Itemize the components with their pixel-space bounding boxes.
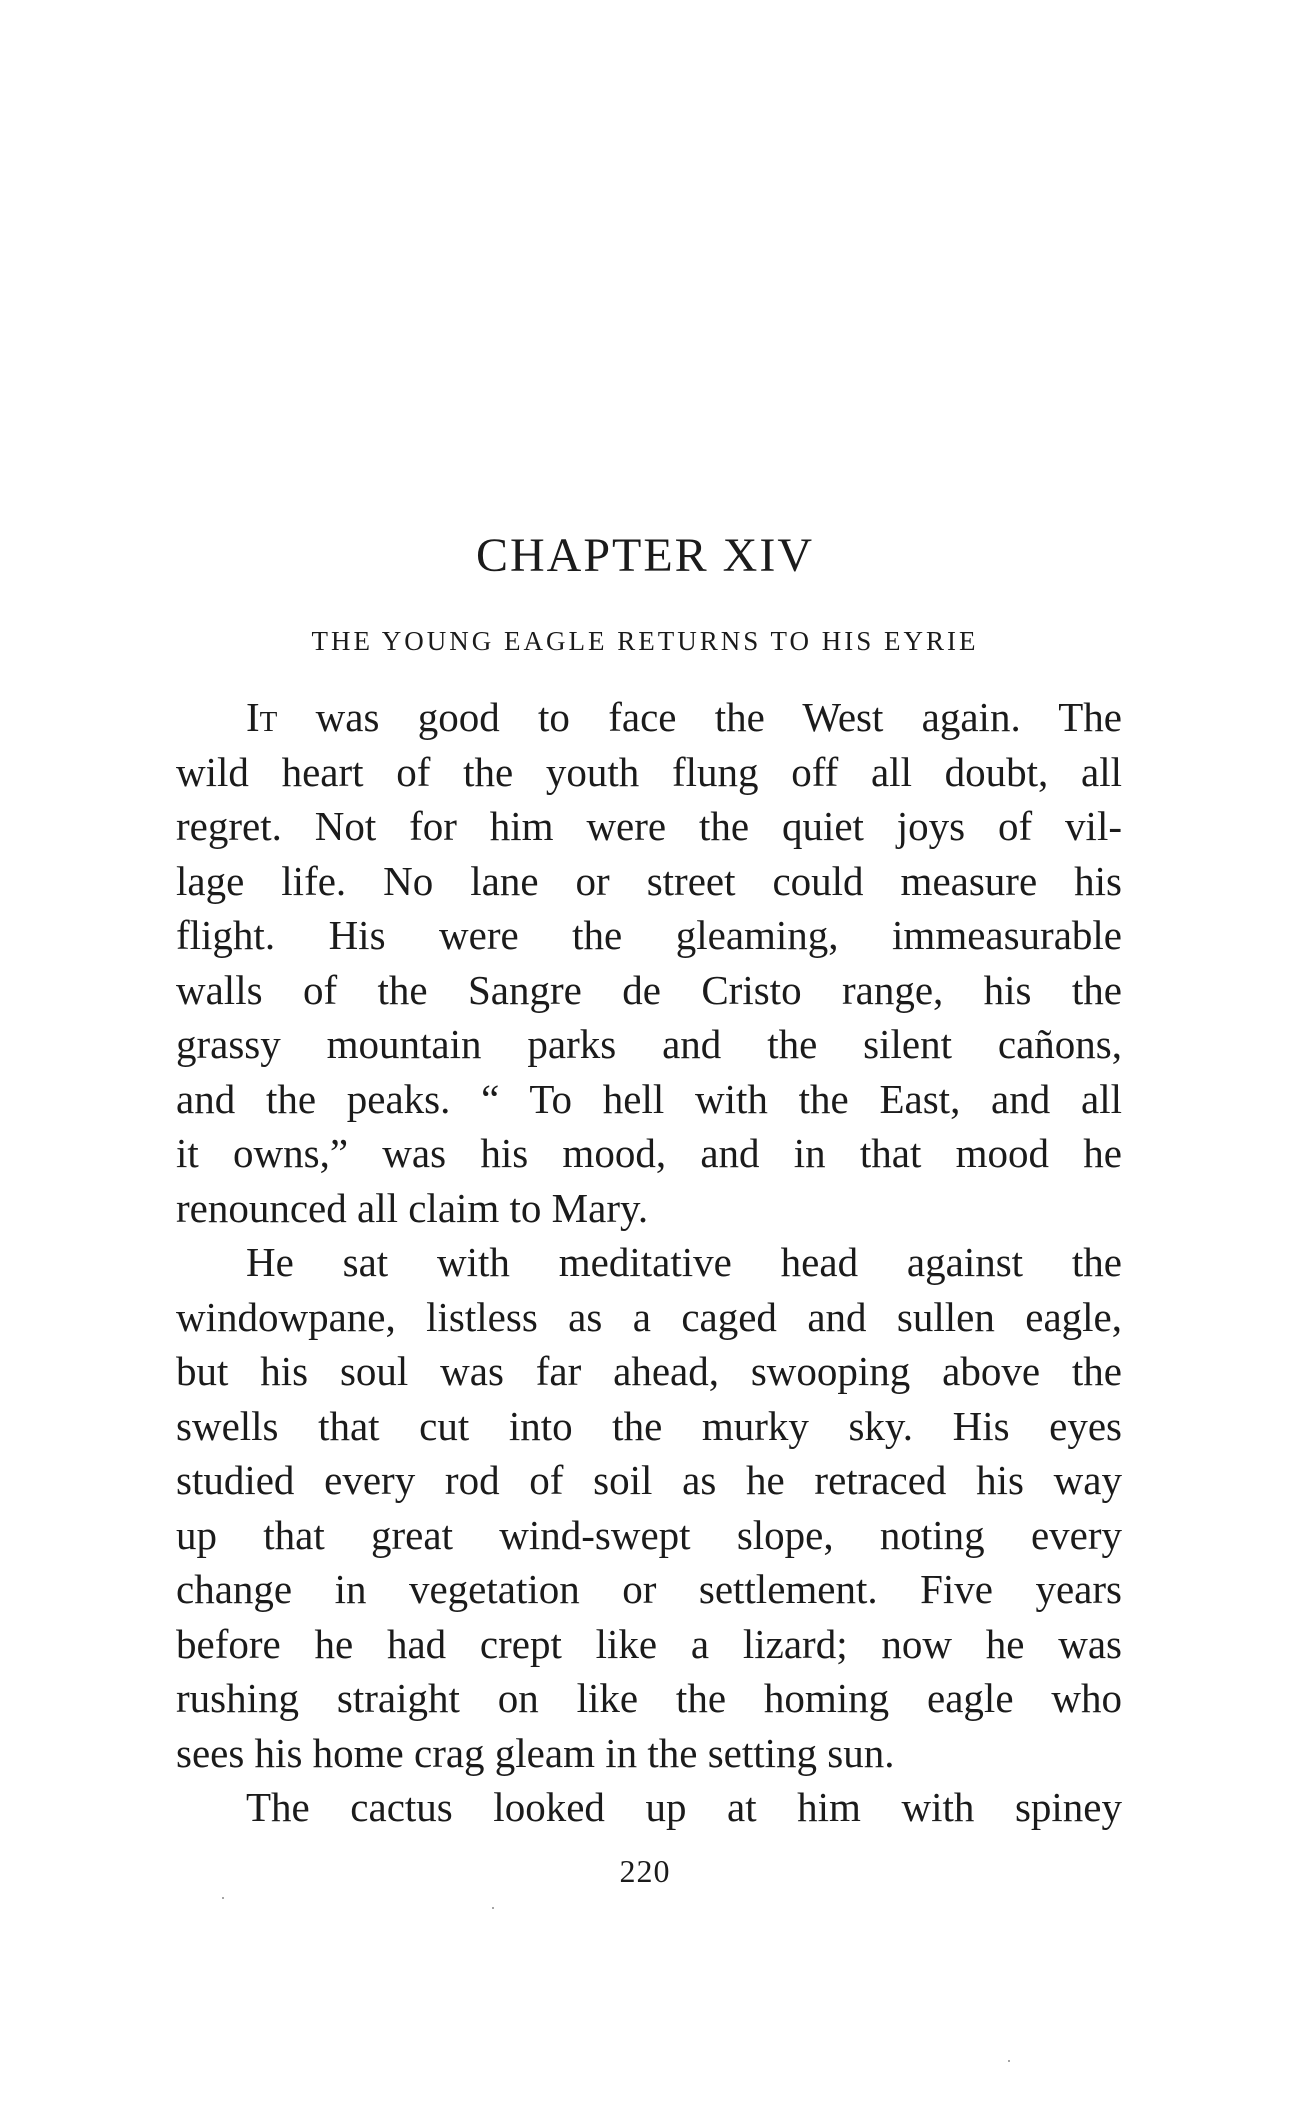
paragraph-line: swells that cut into the murky sky. His eyes (176, 1402, 1122, 1449)
paragraph-line: regret. Not for him were the quiet joys of vil- (176, 803, 1122, 849)
paragraph-line: renounced all claim to Mary. (176, 1184, 649, 1231)
paragraph-line: change in vegetation or settlement. Five years (176, 1566, 1122, 1612)
paragraph-line: It was good to face the West again. The (246, 694, 1122, 740)
paragraph-line: studied every rod of soil as he retraced his way (176, 1457, 1122, 1503)
paragraph-line: flight. His were the gleaming, immeasurable (176, 912, 1122, 958)
paragraph-line: and the peaks. “ To hell with the East, and all (176, 1075, 1122, 1122)
paragraph-line: grassy mountain parks and the silent cañons, (176, 1021, 1122, 1067)
paragraph-line: before he had crept like a lizard; now he was (176, 1620, 1122, 1667)
paragraph-line: lage life. No lane or street could measure his (176, 857, 1122, 904)
paragraph-line: windowpane, listless as a caged and sullen eagle, (176, 1293, 1122, 1340)
paragraph-line: it owns,” was his mood, and in that mood he (176, 1130, 1122, 1176)
paragraph-line: up that great wind-swept slope, noting every (176, 1511, 1122, 1558)
paragraph-line: rushing straight on like the homing eagle who (176, 1675, 1122, 1721)
paragraph-line: wild heart of the youth flung off all doubt, all (176, 748, 1122, 795)
paragraph-line: walls of the Sangre de Cristo range, his the (176, 966, 1122, 1013)
scan-speck (1008, 2060, 1010, 2062)
paragraph-line: sees his home crag gleam in the setting sun. (176, 1729, 895, 1776)
paragraph-line: He sat with meditative head against the (246, 1239, 1122, 1285)
paragraph-line: The cactus looked up at him with spiney (246, 1784, 1122, 1830)
paragraph-line: but his soul was far ahead, swooping above the (176, 1348, 1122, 1394)
chapter-subtitle: THE YOUNG EAGLE RETURNS TO HIS EYRIE (311, 626, 979, 656)
paragraph-lead-word: It (246, 694, 278, 740)
scan-speck (222, 1897, 224, 1899)
body-text (176, 690, 1122, 1835)
scan-speck (492, 1907, 494, 1909)
chapter-heading: CHAPTER XIV (475, 529, 814, 582)
page-number: 220 (619, 1853, 671, 1889)
